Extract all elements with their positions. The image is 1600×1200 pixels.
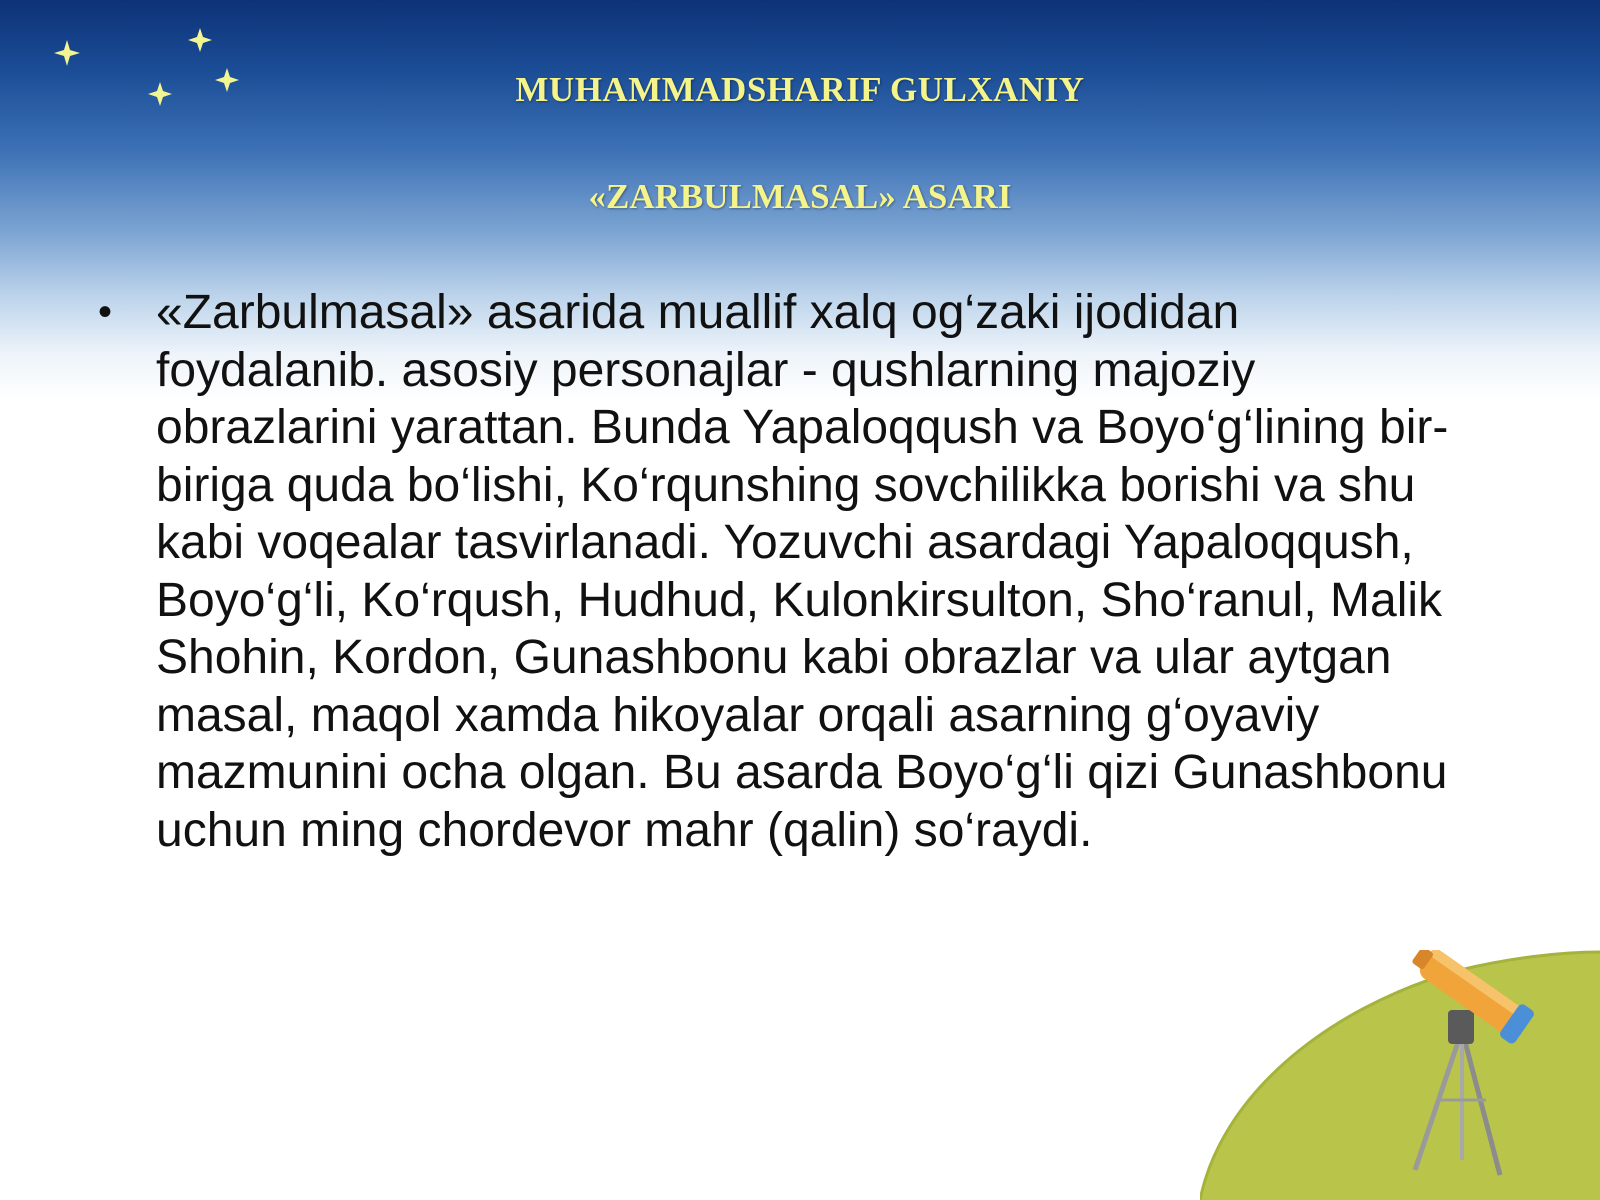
star-icon: [54, 40, 80, 66]
star-icon: [188, 28, 212, 52]
slide-title: MUHAMMADSHARIF GULXANIY: [515, 70, 1085, 109]
slide-subtitle: «ZARBULMASAL» ASARI: [588, 177, 1012, 216]
bullet-list: [88, 284, 1468, 859]
bullet-icon: •: [98, 290, 113, 334]
green-hill: [1200, 950, 1600, 1200]
bullet-item: [88, 284, 1468, 859]
bullet-text: «Zarbulmasal» asarida muallif xalq og‘zaki ijodidan foydalanib. asosiy personajlar - qushlarning majoziy obrazlarini yarattan. Bunda Yapaloqqush va Boyo‘g‘lining bir-biriga quda bo‘lishi, Ko‘rqunshing sovchilikka borishi va shu kabi voqealar tasvirlanadi. Yozuvchi asardagi Yapaloqqush, Boyo‘g‘li, Ko‘rqush, Hudhud, Kulonkirsulton, Sho‘ranul, Malik Shohin, Kordon, Gunashbonu kabi obrazlar va ular aytgan masal, maqol xamda hikoyalar orqali asarning g‘oyaviy mazmunini ocha olgan. Bu asarda Boyo‘g‘li qizi Gunashbonu uchun ming chordevor mahr (qalin) so‘raydi.: [156, 286, 1449, 857]
